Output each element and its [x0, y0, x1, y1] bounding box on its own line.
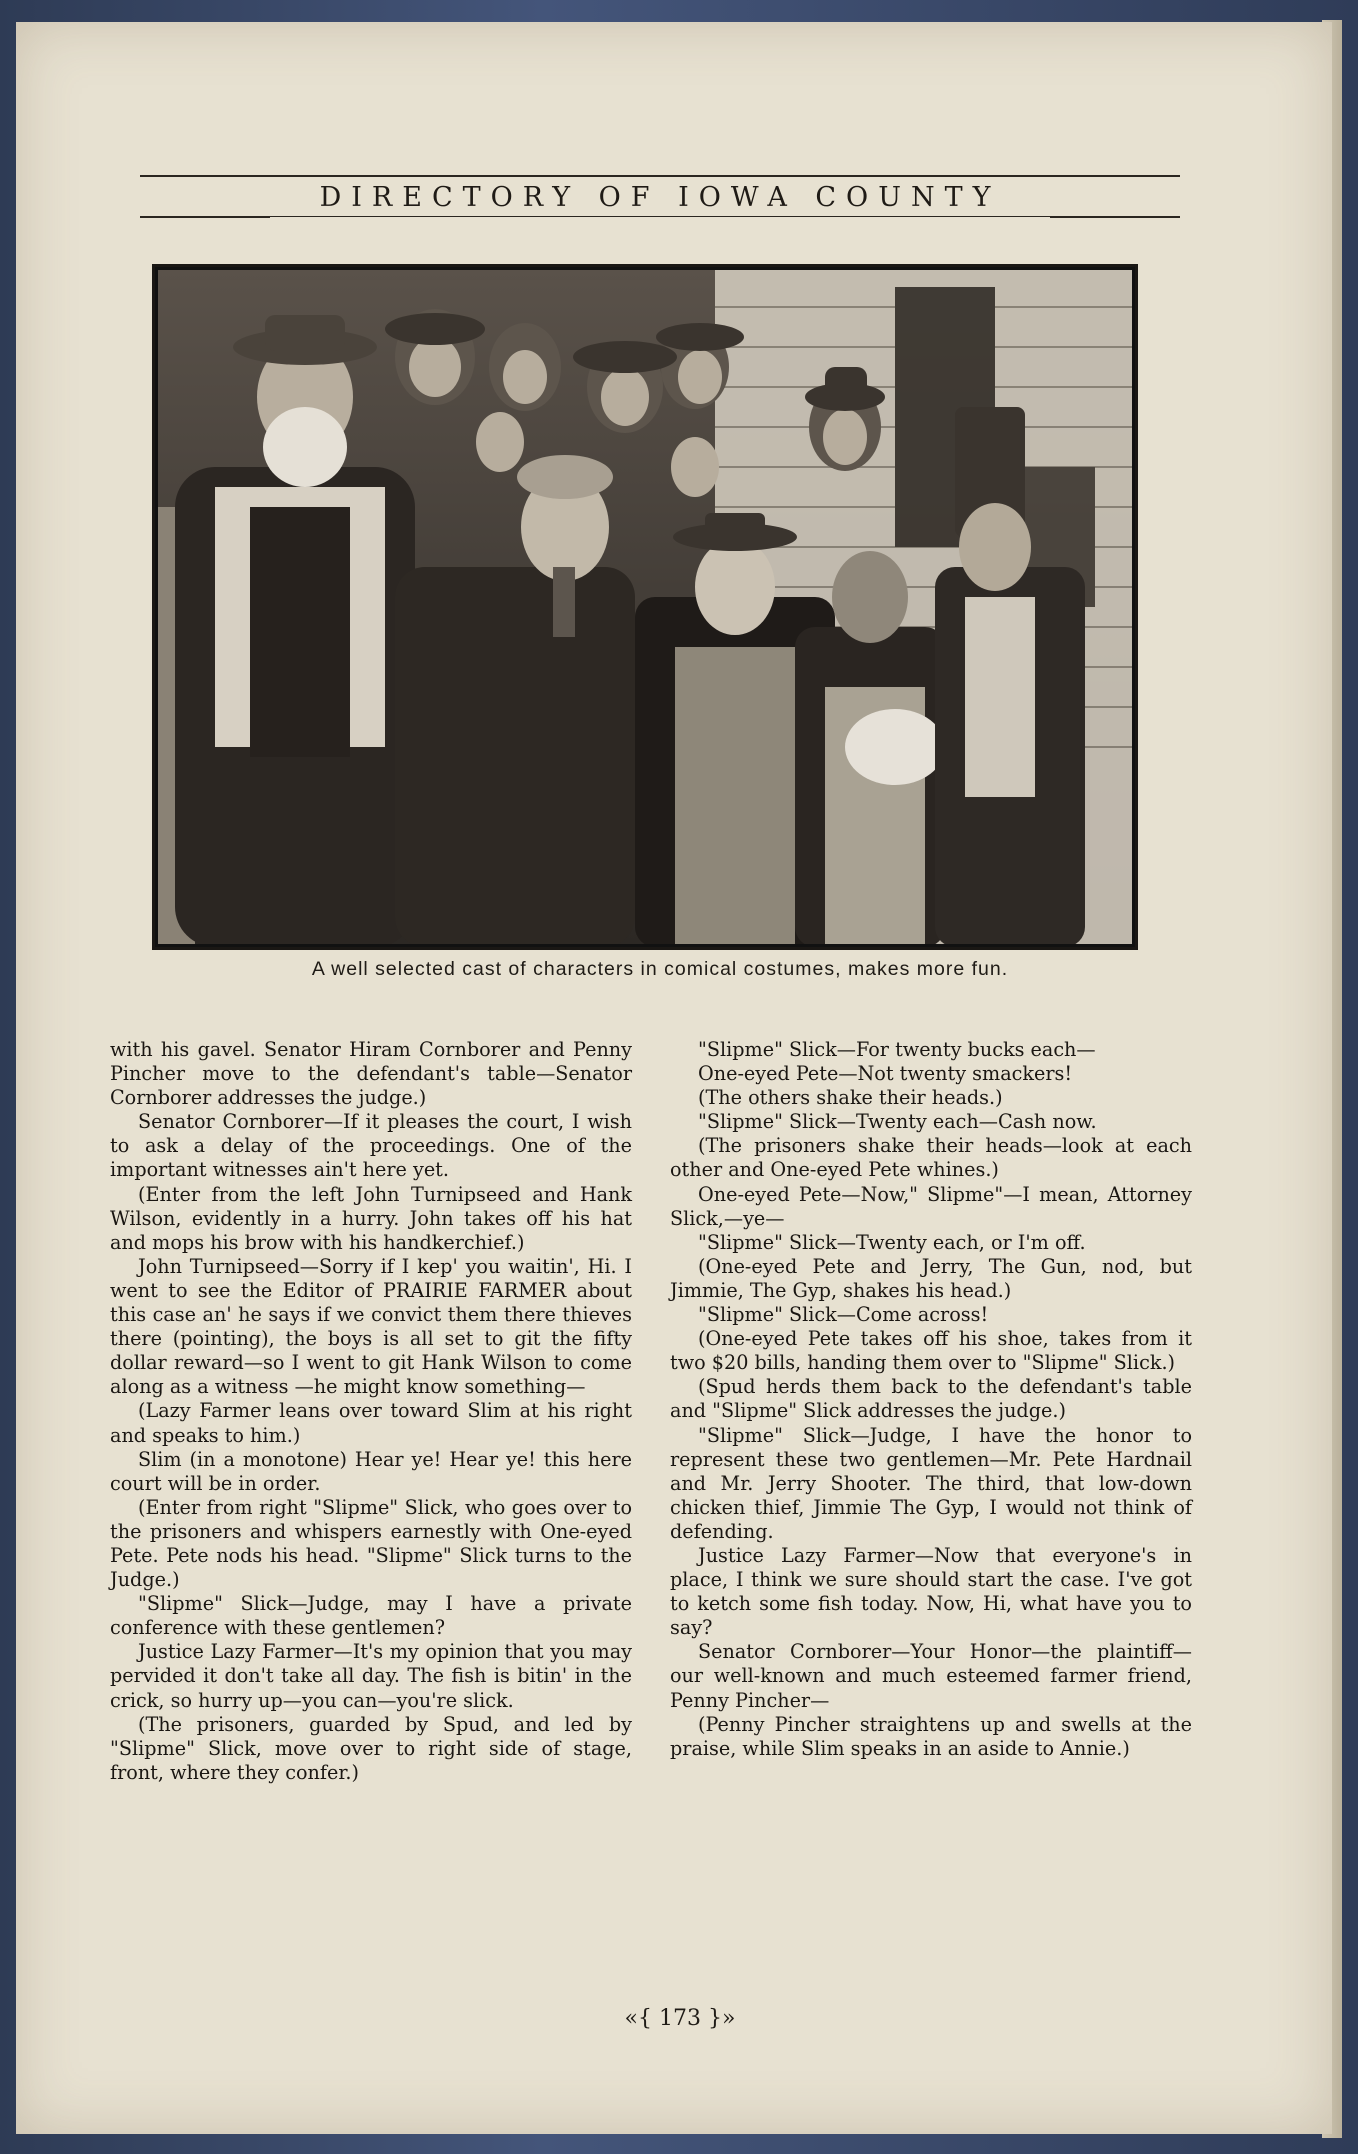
photo-caption: A well selected cast of characters in comical costumes, makes more fun. [311, 958, 1009, 980]
right-text-column [670, 1038, 1192, 1761]
paragraph: (Lazy Farmer leans over toward Slim at his right and speaks to him.) [110, 1399, 632, 1447]
paragraph: "Slipme" Slick—Twenty each, or I'm off. [698, 1230, 1086, 1254]
paragraph: (Penny Pincher straightens up and swells at the praise, while Slim speaks in an aside to Annie.) [670, 1712, 1192, 1760]
paragraph: Justice Lazy Farmer—It's my opinion that you may pervided it don't take all day. The fish is bitin' in the crick, so hurry up—you can—you're slick. [110, 1640, 632, 1712]
cast-photo-illustration [155, 267, 1135, 947]
page-number: «{ 173 }» [624, 2006, 736, 2031]
header-rule-bottom [140, 216, 1180, 217]
left-text-column [110, 1038, 632, 1785]
paragraph: (One-eyed Pete takes off his shoe, takes from it two $20 bills, handing them over to "Slipme" Slick.) [670, 1327, 1192, 1375]
paragraph: "Slipme" Slick—Judge, I have the honor to represent these two gentlemen—Mr. Pete Hardnail and Mr. Jerry Shooter. The third, that low-down chicken thief, Jimmie The Gyp, I would not think of defending. [670, 1423, 1192, 1543]
paragraph: One-eyed Pete—Now," Slipme"—I mean, Attorney Slick,—ye— [670, 1182, 1192, 1230]
paragraph: (The prisoners shake their heads—look at each other and One-eyed Pete whines.) [670, 1134, 1192, 1182]
paragraph: John Turnipseed—Sorry if I kep' you waitin', Hi. I went to see the Editor of PRAIRIE FARMER about this case an' he says if we convict them there thieves there (pointing), the boys is all set to git the fifty dollar reward—so I went to git Hank Wilson to come along as a witness —he might know something— [110, 1254, 632, 1399]
paragraph: "Slipme" Slick—Judge, may I have a private conference with these gentlemen? [110, 1592, 632, 1640]
paragraph: Justice Lazy Farmer—Now that everyone's in place, I think we sure should start the case. I've got to ketch some fish today. Now, Hi, what have you to say? [670, 1543, 1192, 1640]
paragraph: (One-eyed Pete and Jerry, The Gun, nod, but Jimmie, The Gyp, shakes his head.) [670, 1254, 1192, 1302]
paragraph: Senator Cornborer—Your Honor—the plaintiff—our well-known and much esteemed farmer friend, Penny Pincher— [670, 1640, 1192, 1712]
paragraph: (Enter from right "Slipme" Slick, who goes over to the prisoners and whispers earnestly with One-eyed Pete. Pete nods his head. "Slipme" Slick turns to the Judge.) [110, 1495, 632, 1592]
paragraph: "Slipme" Slick—Twenty each—Cash now. [698, 1110, 1097, 1134]
paragraph: "Slipme" Slick—For twenty bucks each— [698, 1038, 1096, 1061]
header-rule-top [140, 175, 1180, 177]
running-header: DIRECTORY OF IOWA COUNTY [319, 182, 1001, 213]
paragraph: (The prisoners, guarded by Spud, and led by "Slipme" Slick, move over to right side of stage, front, where they confer.) [110, 1712, 632, 1784]
paragraph: (Enter from the left John Turnipseed and Hank Wilson, evidently in a hurry. John takes off his hat and mops his brow with his handkerchief.) [110, 1182, 632, 1254]
cast-photograph [152, 264, 1138, 950]
paragraph: (Spud herds them back to the defendant's table and "Slipme" Slick addresses the judge.) [670, 1375, 1192, 1423]
paragraph: Senator Cornborer—If it pleases the court, I wish to ask a delay of the proceedings. One of the important witnesses ain't here yet. [110, 1110, 632, 1182]
paragraph: (The others shake their heads.) [698, 1086, 1003, 1110]
paragraph: One-eyed Pete—Not twenty smackers! [698, 1062, 1073, 1086]
paragraph: Slim (in a monotone) Hear ye! Hear ye! this here court will be in order. [110, 1447, 632, 1495]
paragraph: "Slipme" Slick—Come across! [698, 1303, 989, 1327]
paragraph: with his gavel. Senator Hiram Cornborer and Penny Pincher move to the defendant's table—Senator Cornborer addresses the judge.) [110, 1038, 632, 1110]
